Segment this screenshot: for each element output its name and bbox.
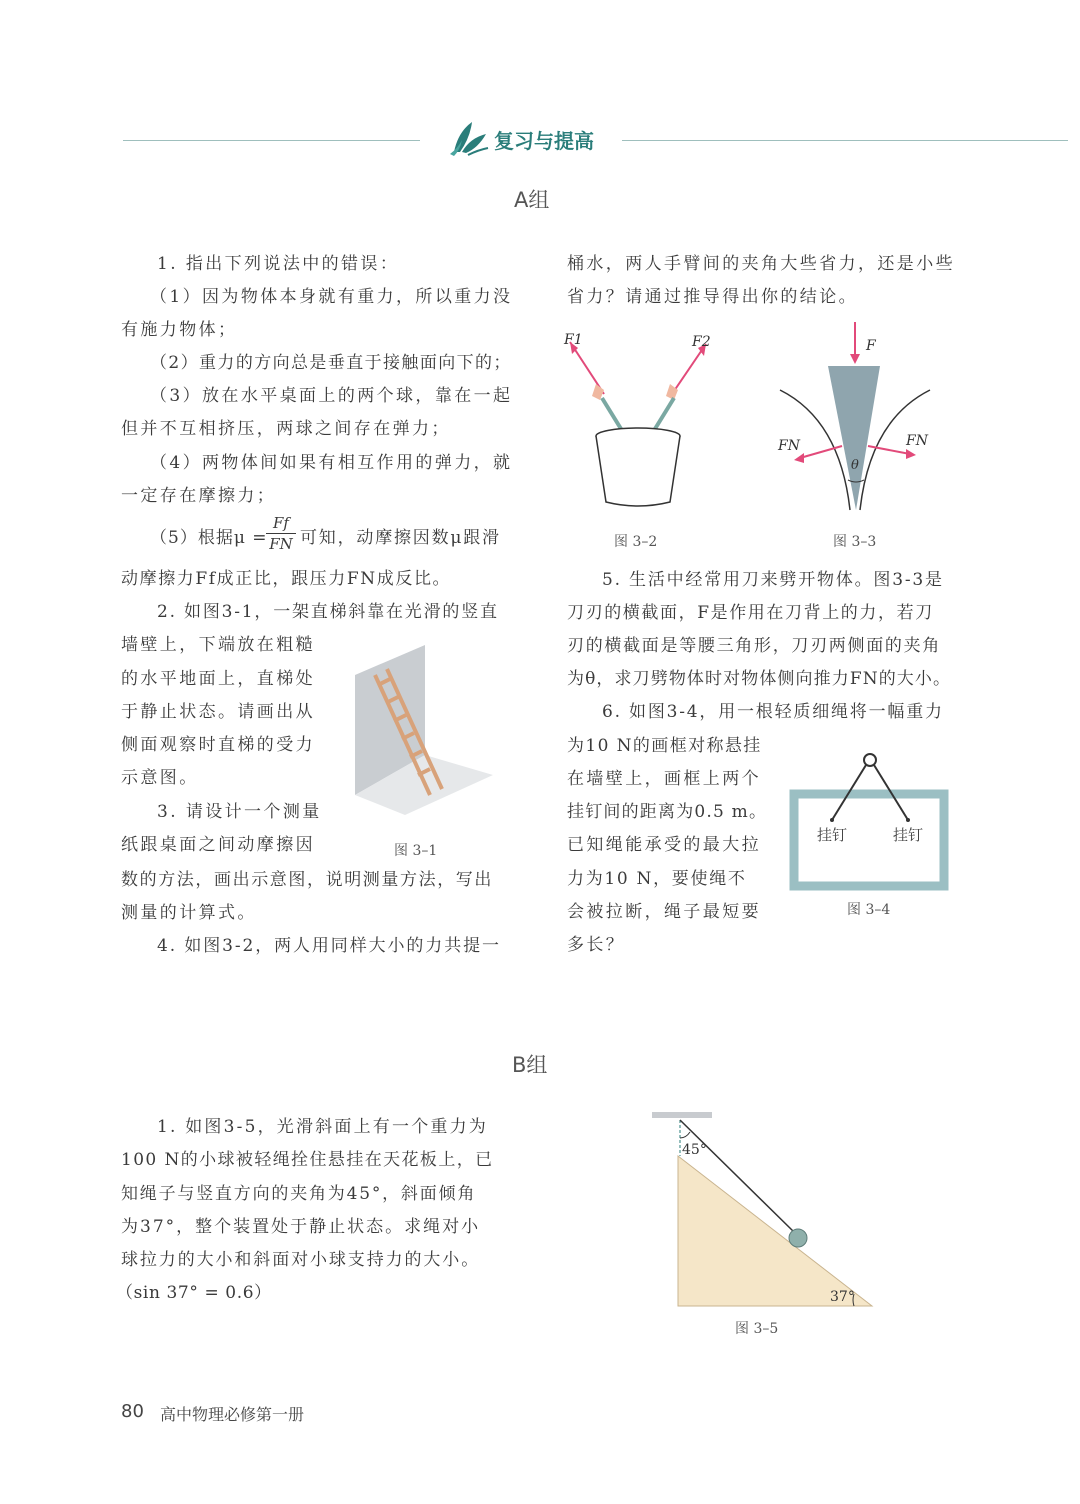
a-right-line: 力为10 N，要使绳不 [567,869,747,889]
a-left-line: 可知，动摩擦因数μ跟滑 [300,528,501,548]
a-left-line: 纸跟桌面之间动摩擦因 [121,835,315,855]
formula-fraction [266,513,296,554]
a-right-line: 会被拉断，绳子最短要 [567,902,761,922]
fig2-label-f1: F1 [564,332,583,348]
formula-numerator: Ff [266,513,296,534]
a-left-line: （4）两物体间如果有相互作用的弹力，就 [150,453,513,473]
a-left-line: 2. 如图3-1，一架直梯斜靠在光滑的竖直 [157,602,499,622]
b-line: （sin 37° = 0.6） [116,1283,272,1303]
fig5-angle-top: 45° [682,1142,707,1158]
formula-denominator: FN [269,535,293,553]
a-right-line: 为10 N的画框对称悬挂 [567,736,762,756]
fig3-label-theta: θ [851,458,859,473]
header-rule-right [622,140,1068,141]
fig2-label-f2: F2 [692,334,711,350]
a-right-line: 已知绳能承受的最大拉 [567,835,761,855]
group-b-label: B组 [512,1053,548,1077]
a-left-line: 4. 如图3-2，两人用同样大小的力共提一 [157,936,501,956]
caption-fig-3-4: 图 3–4 [847,902,891,918]
caption-fig-3-2: 图 3–2 [614,534,658,550]
b-line: 100 N的小球被轻绳拴住悬挂在天花板上，已 [121,1150,494,1170]
header-rule-left [123,140,420,141]
fig5-angle-bottom: 37° [830,1289,855,1305]
a-left-line: 有施力物体； [121,320,238,340]
a-right-line: 多长？ [567,935,626,955]
section-title: 复习与提高 [494,129,594,153]
fig4-nail-left: 挂钉 [817,826,848,844]
a-left-line: 于静止状态。请画出从 [121,702,315,722]
a-left-line: （3）放在水平桌面上的两个球，靠在一起 [150,386,513,406]
page-number: 80 [121,1401,144,1422]
a-right-line: 6. 如图3-4，用一根轻质细绳将一幅重力 [602,702,944,722]
a-left-line: 动摩擦力Ff成正比，跟压力FN成反比。 [121,569,452,589]
a-left-line: 3. 请设计一个测量 [157,802,322,822]
b-line: 知绳子与竖直方向的夹角为45°，斜面倾角 [121,1184,477,1204]
a-left-line: （2）重力的方向总是垂直于接触面向下的； [150,353,512,373]
fig4-nail-right: 挂钉 [893,826,924,844]
a-left-line: 测量的计算式。 [121,903,257,923]
a-right-line: 刃的横截面是等腰三角形，刀刃两侧面的夹角 [567,636,941,656]
book-title: 高中物理必修第一册 [160,1405,305,1424]
a-right-line: 5. 生活中经常用刀来劈开物体。图3-3是 [602,570,944,590]
a-right-line: 在墙壁上，画框上两个 [567,769,761,789]
caption-fig-3-3: 图 3–3 [833,534,877,550]
a-left-line: 侧面观察时直梯的受力 [121,735,315,755]
a-right-line: 桶水，两人手臂间的夹角大些省力，还是小些 [567,254,955,274]
a-left-line: 示意图。 [121,768,199,788]
a-left-line: 1. 指出下列说法中的错误： [157,254,400,274]
fig3-label-fn-right: FN [906,433,928,449]
leaf-logo-icon [448,118,490,158]
a-left-line: 墙壁上，下端放在粗糙 [121,635,315,655]
b-line: 1. 如图3-5，光滑斜面上有一个重力为 [157,1117,488,1137]
b-line: 球拉力的大小和斜面对小球支持力的大小。 [121,1250,481,1270]
fig3-label-f: F [866,338,876,354]
a-left-line: 数的方法，画出示意图，说明测量方法，写出 [121,870,493,890]
fig3-label-fn-left: FN [778,438,800,454]
bucket-figure [560,330,720,520]
ladder-figure [345,645,495,815]
a-left-line: 但并不互相挤压，两球之间存在弹力； [121,419,451,439]
a-right-line: 挂钉间的距离为0.5 m。 [567,802,768,822]
wedge-figure [770,320,940,520]
caption-fig-3-5: 图 3–5 [735,1321,779,1337]
formula-prefix: （5）根据μ = [150,528,268,548]
frame-figure [788,748,950,893]
a-left-line: （1）因为物体本身就有重力，所以重力没 [150,287,513,307]
caption-fig-3-1: 图 3–1 [394,843,438,859]
a-right-line: 刀刃的横截面，F是作用在刀背上的力，若刀 [567,603,934,623]
a-right-line: 为θ，求刀劈物体时对物体侧向推力FN的大小。 [567,669,952,689]
a-left-line: 一定存在摩擦力； [121,486,277,506]
a-right-line: 省力？请通过推导得出你的结论。 [567,287,858,307]
group-a-label: A组 [514,188,550,212]
b-line: 为37°，整个装置处于静止状态。求绳对小 [121,1217,481,1237]
slope-figure [650,1108,880,1312]
a-left-line: 的水平地面上，直梯处 [121,669,315,689]
